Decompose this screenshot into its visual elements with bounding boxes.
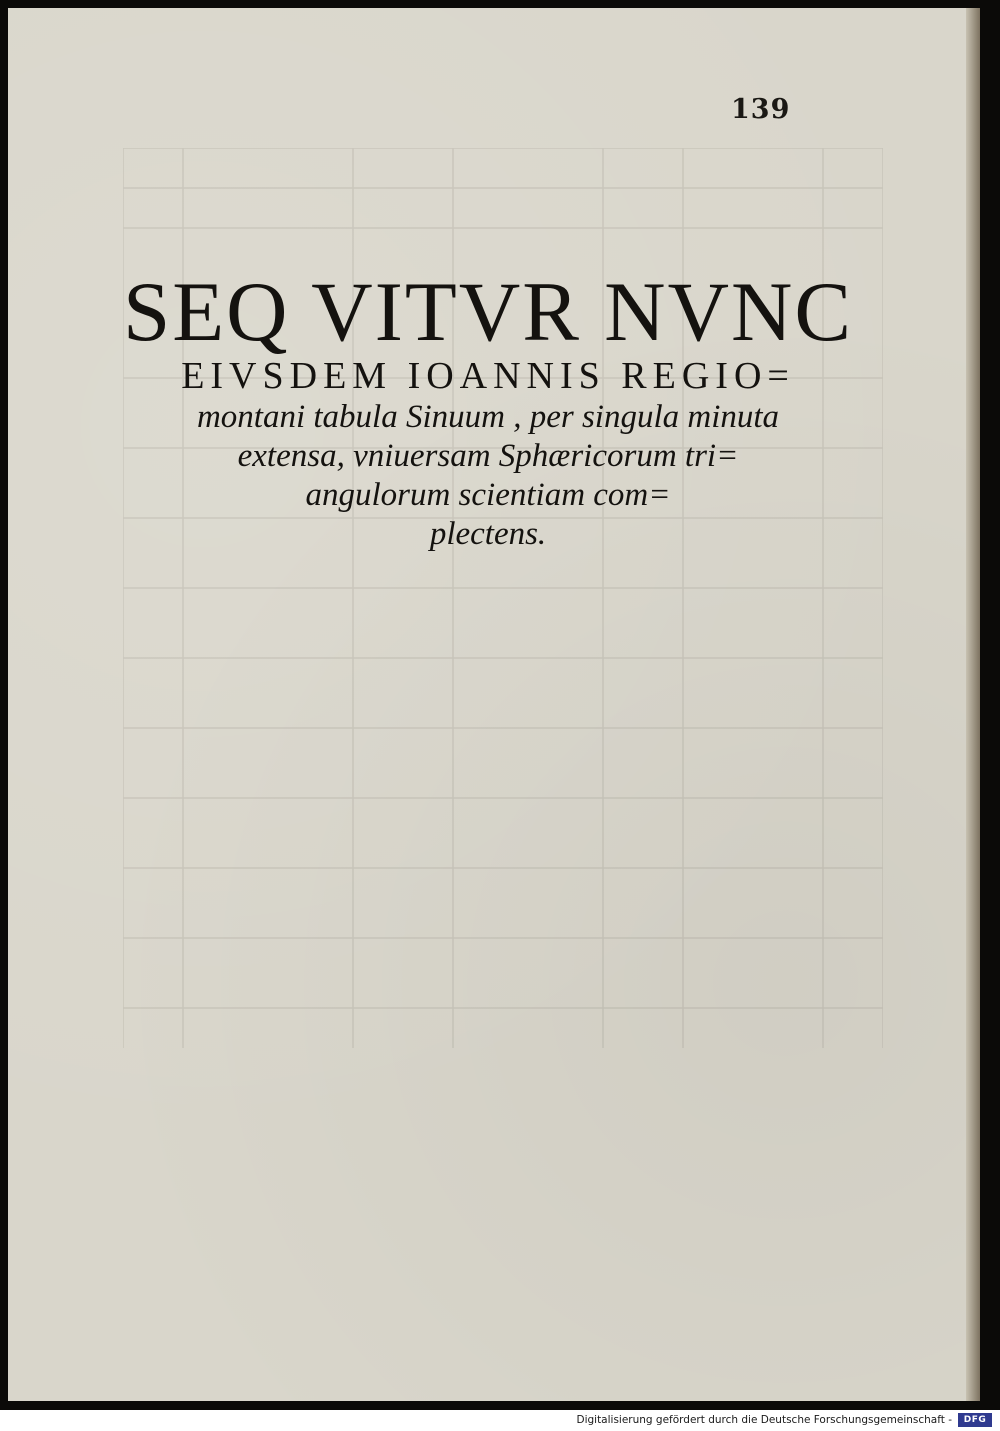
page-number: 139 xyxy=(731,94,791,125)
title-line-3: montani tabula Sinuum , per singula minuta xyxy=(196,399,780,435)
book-page xyxy=(8,8,980,1401)
title-line-5: angulorum scientiam com= xyxy=(305,477,671,513)
title-line-2: EIVSDEM IOANNIS REGIO= xyxy=(181,355,795,397)
dfg-logo[interactable]: DFG xyxy=(958,1413,992,1427)
footer-bar xyxy=(0,1410,1000,1431)
title-block xyxy=(108,265,868,554)
page-edge-shadow xyxy=(966,8,980,1401)
title-line-6: plectens. xyxy=(429,516,547,552)
footer-credit: Digitalisierung gefördert durch die Deutsche Forschungsgemeinschaft - xyxy=(576,1414,952,1426)
title-line-4: extensa, vniuersam Sphæricorum tri= xyxy=(237,438,739,474)
title-line-1: SEQ VITVR NVNC xyxy=(122,265,854,359)
